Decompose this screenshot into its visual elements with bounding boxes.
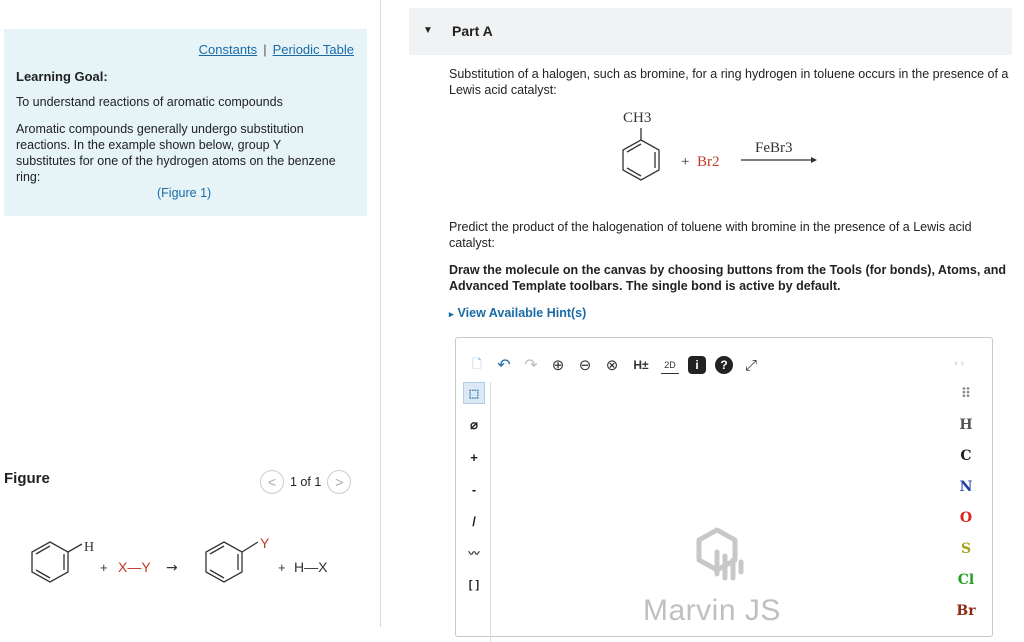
marvin-logo-icon [687,522,757,582]
prev-figure-button[interactable]: < [260,470,284,494]
single-bond-tool[interactable]: / [472,513,476,529]
periodic-table-link[interactable]: Periodic Table [272,42,354,57]
atom-cl-button[interactable]: Cl [957,571,975,588]
increase-charge-tool[interactable]: + [470,449,478,465]
marvin-js-branding: Marvin JS [643,594,781,627]
figure-xy-reagent: X—Y [118,559,151,575]
periodic-table-grid-icon[interactable]: ⠿ [960,385,972,402]
marvin-js-editor[interactable] [455,337,993,637]
redo-icon[interactable]: ↷ [524,357,538,374]
question-text: Predict the product of the halogenation of toluene with bromine in the presence of a Lewis acid catalyst: [449,220,972,250]
benzene-ring-reactant [32,542,82,582]
info-icon[interactable]: i [688,356,706,374]
atom-br-button[interactable]: Br [956,602,976,619]
bracket-tool[interactable]: [ ] [468,579,480,591]
zoom-out-icon[interactable]: ⊖ [578,357,592,374]
new-document-icon[interactable]: 🗋 [472,356,482,371]
atom-s-button[interactable]: S [960,540,972,557]
top-links [199,42,354,57]
plus-sign: + [681,154,690,170]
collapse-caret-icon[interactable]: ▼ [423,25,433,36]
hydrogen-toggle-icon[interactable]: H± [633,358,649,372]
atoms-toolbar [950,382,982,622]
toluene-ring [623,128,659,180]
pager-text: 1 of 1 [290,475,322,489]
drawing-canvas[interactable] [490,382,952,642]
decrease-charge-tool[interactable]: - [471,481,477,497]
figure-label: Figure [4,470,50,487]
link-separator: | [263,42,267,57]
learning-goal-paragraph: Aromatic compounds generally undergo substitution reactions. In the example shown below, group Y substitutes for one of the hydrogen atoms on the benzene ring: [16,122,336,184]
clean-2d-icon[interactable]: 2D [661,356,679,374]
hints-label: View Available Hint(s) [457,306,587,320]
atom-h-button[interactable]: H [959,416,973,433]
figure-h-label: H [84,540,95,555]
br2-label: Br2 [697,154,720,170]
learning-goal-box [4,29,367,216]
figure-1-link[interactable]: (Figure 1) [157,186,212,200]
top-toolbar [468,354,760,376]
next-figure-button[interactable]: > [327,470,351,494]
part-title: Part A [452,23,493,39]
constants-link[interactable]: Constants [198,42,258,57]
zoom-fit-icon[interactable]: ⊗ [605,357,619,374]
fullscreen-icon[interactable]: ⤢ [744,356,757,374]
figure-reaction-diagram [20,520,360,600]
figure-arrow: → [166,560,178,576]
right-panel [381,0,1024,627]
benzene-ring-product [206,542,258,582]
view-hints-link[interactable] [449,306,586,320]
tools-toolbar [458,382,490,596]
figure-plus-1: + [100,560,108,575]
intro-text: Substitution of a halogen, such as bromine, for a ring hydrogen in toluene occurs in the presence of a Lewis acid catalyst: [449,67,1009,97]
zoom-in-icon[interactable]: ⊕ [551,357,565,374]
part-a-header[interactable] [409,8,1012,55]
atom-o-button[interactable]: O [959,509,973,526]
chain-tool[interactable]: 〰 [468,548,480,560]
figure-hx-product: H—X [294,559,328,575]
figure-pager [260,470,351,494]
figure-plus-2: + [278,560,286,575]
hints-arrow-icon: ▸ [449,309,454,319]
instructions-text: Draw the molecule on the canvas by choosing buttons from the Tools (for bonds), Atoms, and Advanced Template toolbars. The single bond is active by default. [449,263,1006,293]
atom-c-button[interactable]: C [960,447,972,464]
toluene-bromination-reaction [611,104,871,194]
learning-goal-title: Learning Goal: [16,69,108,84]
atom-n-button[interactable]: N [959,478,973,495]
febr3-label: FeBr3 [755,140,793,156]
reaction-arrow-head [811,157,817,163]
left-panel [0,0,381,627]
eraser-tool[interactable]: ⌀ [470,417,478,432]
ch3-label: CH3 [623,110,652,126]
undo-icon[interactable]: ↶ [497,357,511,374]
toolbar-nav-arrows[interactable]: ‹ › [954,358,964,369]
selection-tool[interactable]: ⬚ [463,382,485,404]
learning-goal-text: To understand reactions of aromatic compounds [16,95,283,109]
figure-y-label: Y [260,535,270,551]
help-icon[interactable]: ? [715,356,733,374]
